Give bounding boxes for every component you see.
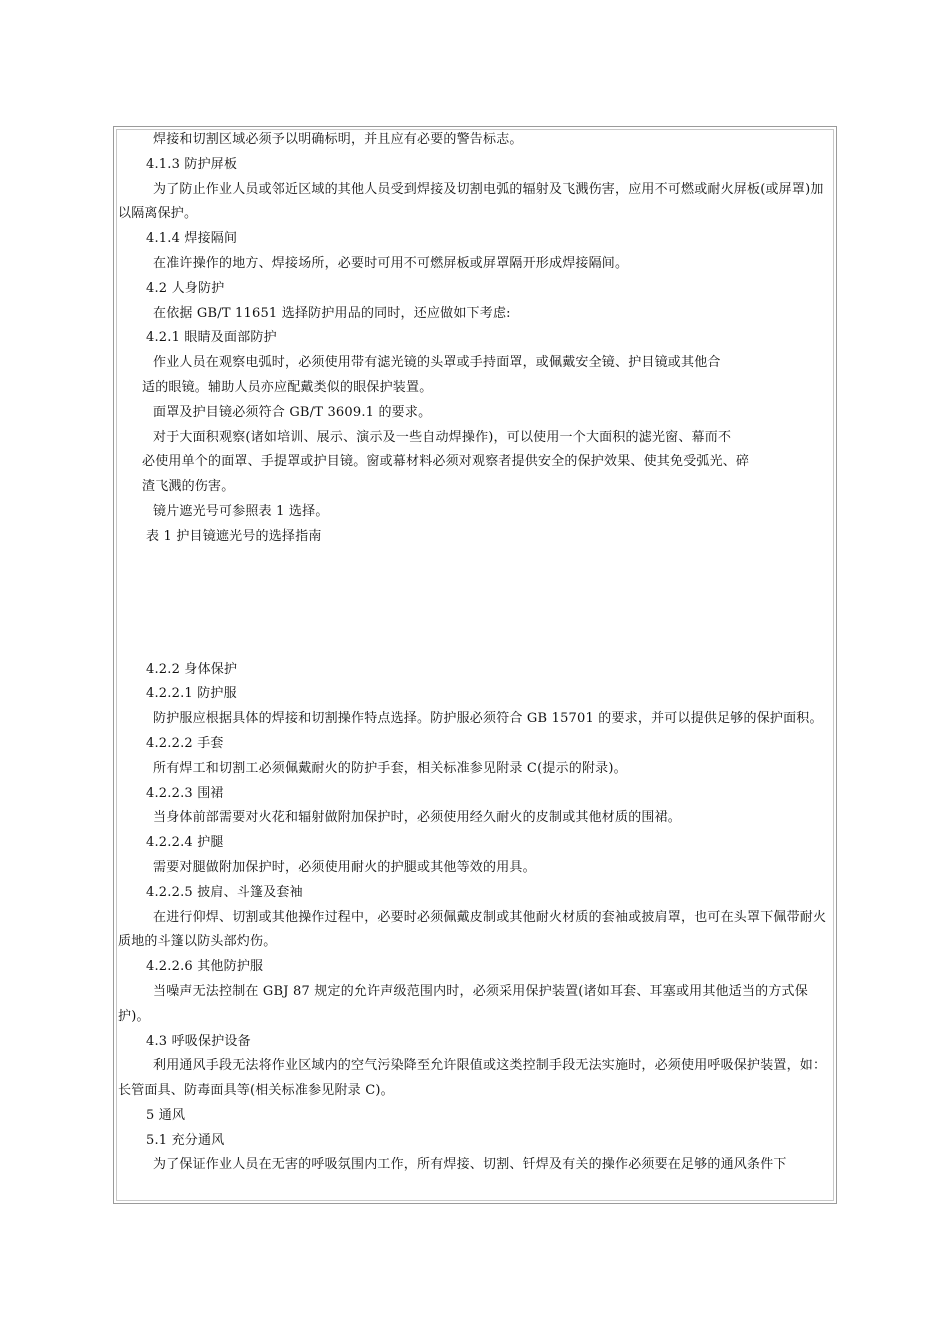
- section-heading: 4.1.4 焊接隔间: [146, 231, 238, 247]
- table-caption: 表 1 护目镜遮光号的选择指南: [146, 528, 322, 544]
- section-heading: 4.2.2 身体保护: [146, 661, 238, 677]
- paragraph: 作业人员在观察电弧时，必须使用带有滤光镜的头罩或手持面罩，或佩戴安全镜、护目镜或其他合: [153, 355, 721, 371]
- paragraph: 利用通风手段无法将作业区域内的空气污染降至允许限值或这类控制手段无法实施时，必须使用呼吸保护装置，如：长管面具、防毒面具等(相关标准参见附录 C)。: [118, 1058, 827, 1099]
- paragraph: 为了防止作业人员或邻近区域的其他人员受到焊接及切割电弧的辐射及飞溅伤害，应用不可燃或耐火屏板(或屏罩)加以隔离保护。: [118, 181, 824, 222]
- paragraph: 在依据 GB/T 11651 选择防护用品的同时，还应做如下考虑:: [153, 305, 511, 321]
- paragraph: 镜片遮光号可参照表 1 选择。: [153, 503, 329, 519]
- paragraph: 为了保证作业人员在无害的呼吸氛围内工作，所有焊接、切割、钎焊及有关的操作必须要在足够的通风条件下: [153, 1157, 787, 1173]
- paragraph: 适的眼镜。辅助人员亦应配戴类似的眼保护装置。: [142, 379, 433, 395]
- section-heading: 4.3 呼吸保护设备: [146, 1033, 251, 1049]
- table-placeholder: [118, 550, 834, 658]
- section-heading: 5.1 充分通风: [146, 1132, 225, 1148]
- document-body: [118, 128, 834, 1178]
- section-heading: 4.2.2.6 其他防护服: [146, 959, 264, 975]
- section-heading: 4.2.2.2 手套: [146, 735, 224, 751]
- paragraph: 渣飞溅的伤害。: [142, 479, 235, 495]
- paragraph: 防护服应根据具体的焊接和切割操作特点选择。防护服必须符合 GB 15701 的要求，并可以提供足够的保护面积。: [153, 711, 823, 727]
- paragraph: 当身体前部需要对火花和辐射做附加保护时，必须使用经久耐火的皮制或其他材质的围裙。: [153, 810, 682, 826]
- section-heading: 4.2.2.3 围裙: [146, 785, 224, 801]
- section-heading: 4.2.2.5 披肩、斗篷及套袖: [146, 884, 303, 900]
- paragraph: 在准许操作的地方、焊接场所，必要时可用不可燃屏板或屏罩隔开形成焊接隔间。: [153, 255, 629, 271]
- paragraph: 在进行仰焊、切割或其他操作过程中，必要时必须佩戴皮制或其他耐火材质的套袖或披肩罩，也可在头罩下佩带耐火质地的斗篷以防头部灼伤。: [118, 909, 827, 950]
- section-heading: 5 通风: [146, 1107, 186, 1123]
- section-heading: 4.2.2.1 防护服: [146, 686, 237, 702]
- paragraph: 对于大面积观察(诸如培训、展示、演示及一些自动焊操作)，可以使用一个大面积的滤光窗、幕而不: [153, 429, 732, 445]
- paragraph: 面罩及护目镜必须符合 GB/T 3609.1 的要求。: [153, 404, 432, 420]
- section-heading: 4.2 人身防护: [146, 280, 225, 296]
- paragraph: 当噪声无法控制在 GBJ 87 规定的允许声级范围内时，必须采用保护装置(诸如耳套、耳塞或用其他适当的方式保护)。: [118, 983, 808, 1024]
- paragraph: 需要对腿做附加保护时，必须使用耐火的护腿或其他等效的用具。: [153, 859, 536, 875]
- section-heading: 4.1.3 防护屏板: [146, 156, 238, 172]
- section-heading: 4.2.2.4 护腿: [146, 835, 224, 851]
- paragraph: 必使用单个的面罩、手提罩或护目镜。窗或幕材料必须对观察者提供安全的保护效果、使其免受弧光、碎: [142, 454, 750, 470]
- section-heading: 4.2.1 眼睛及面部防护: [146, 330, 277, 346]
- paragraph: 所有焊工和切割工必须佩戴耐火的防护手套，相关标准参见附录 C(提示的附录)。: [153, 760, 627, 776]
- paragraph: 焊接和切割区域必须予以明确标明，并且应有必要的警告标志。: [153, 132, 523, 147]
